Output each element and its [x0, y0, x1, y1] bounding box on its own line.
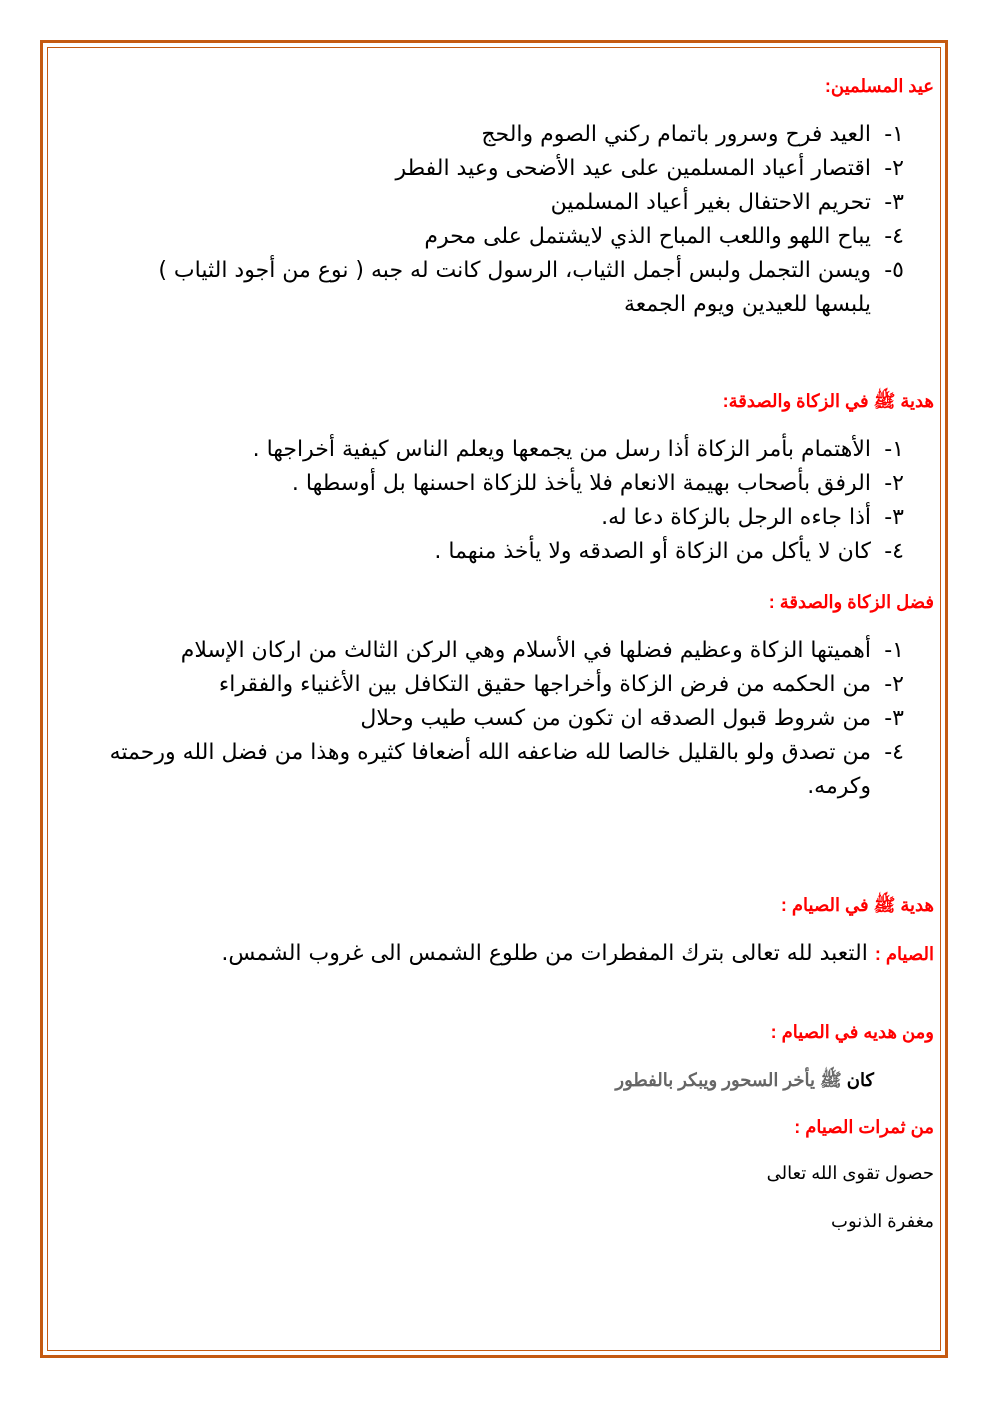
heading-fasting-his-guidance: ومن هديه في الصيام :	[770, 1022, 934, 1042]
item-text: اقتصار أعياد المسلمين على عيد الأضحى وعيد الفطر	[395, 156, 871, 181]
heading-fasting-fruits: من ثمرات الصيام :	[794, 1117, 934, 1137]
item-number: ١-	[884, 638, 904, 663]
heading-zakat-guidance: هدية ﷺ في الزكاة والصدقة:	[722, 391, 934, 411]
fasting-fruit-item: حصول تقوى الله تعالى	[766, 1163, 934, 1183]
item-number: ١-	[884, 437, 904, 462]
list-item	[100, 634, 904, 668]
item-number: ٢-	[884, 471, 904, 496]
list-item	[100, 118, 904, 152]
item-text: أذا جاءه الرجل بالزكاة دعا له.	[601, 505, 871, 530]
item-number: ٢-	[884, 156, 904, 181]
list-eid	[100, 118, 904, 322]
list-item	[100, 668, 904, 702]
list-item	[100, 467, 904, 501]
item-number: ٤-	[884, 740, 904, 765]
item-text: الرفق بأصحاب بهيمة الانعام فلا يأخذ للزكاة احسنها بل أوسطها .	[291, 471, 871, 496]
list-item	[100, 220, 904, 254]
item-number: ٣-	[884, 190, 904, 215]
item-text: تحريم الاحتفال بغير أعياد المسلمين	[550, 190, 871, 215]
item-text: من الحكمه من فرض الزكاة وأخراجها حقيق التكافل بين الأغنياء والفقراء	[218, 672, 871, 697]
rest-text: ﷺ يأخر السحور ويبكر بالفطور	[615, 1070, 847, 1090]
item-number: ٤-	[884, 224, 904, 249]
list-item	[100, 702, 904, 736]
fasting-his-guidance-text	[615, 1069, 874, 1095]
fasting-definition-label: الصيام :	[874, 944, 934, 964]
fasting-definition	[100, 937, 934, 971]
list-item	[100, 501, 904, 535]
heading-eid: عيد المسلمين:	[824, 76, 934, 96]
item-text: العيد فرح وسرور باتمام ركني الصوم والحج	[481, 122, 871, 147]
item-text: ويسن التجمل ولبس أجمل الثياب، الرسول كانت له جبه ( نوع من أجود الثياب ) يلبسها للعيدين ويوم الجمعة	[158, 258, 871, 317]
list-item	[100, 254, 904, 322]
item-number: ١-	[884, 122, 904, 147]
item-text: يباح اللهو واللعب المباح الذي لايشتمل على محرم	[424, 224, 871, 249]
list-item	[100, 152, 904, 186]
lead-word: كان	[846, 1070, 874, 1090]
list-item	[100, 535, 904, 569]
heading-zakat-virtue: فضل الزكاة والصدقة :	[768, 592, 934, 612]
item-number: ٣-	[884, 505, 904, 530]
list-zakat-virtue	[100, 634, 904, 804]
item-number: ٥-	[884, 258, 904, 283]
list-zakat-guidance	[100, 433, 904, 569]
item-text: الأهتمام بأمر الزكاة أذا رسل من يجمعها ويعلم الناس كيفية أخراجها .	[252, 437, 871, 462]
item-text: كان لا يأكل من الزكاة أو الصدقه ولا يأخذ منهما .	[434, 539, 871, 564]
list-item	[100, 736, 904, 804]
item-number: ٣-	[884, 706, 904, 731]
item-number: ٢-	[884, 672, 904, 697]
item-text: من تصدق ولو بالقليل خالصا لله ضاعفه الله أضعافا كثيره وهذا من فضل الله ورحمته وكرمه.	[109, 740, 871, 799]
item-text: أهميتها الزكاة وعظيم فضلها في الأسلام وهي الركن الثالث من اركان الإسلام	[180, 638, 871, 663]
list-item	[100, 186, 904, 220]
item-text: من شروط قبول الصدقه ان تكون من كسب طيب وحلال	[360, 706, 871, 731]
item-number: ٤-	[884, 539, 904, 564]
fasting-fruit-item: مغفرة الذنوب	[831, 1211, 934, 1231]
heading-fasting-guidance: هدية ﷺ في الصيام :	[780, 895, 934, 915]
fasting-definition-text: التعبد لله تعالى بترك المفطرات من طلوع الشمس الى غروب الشمس.	[221, 941, 875, 966]
list-item	[100, 433, 904, 467]
